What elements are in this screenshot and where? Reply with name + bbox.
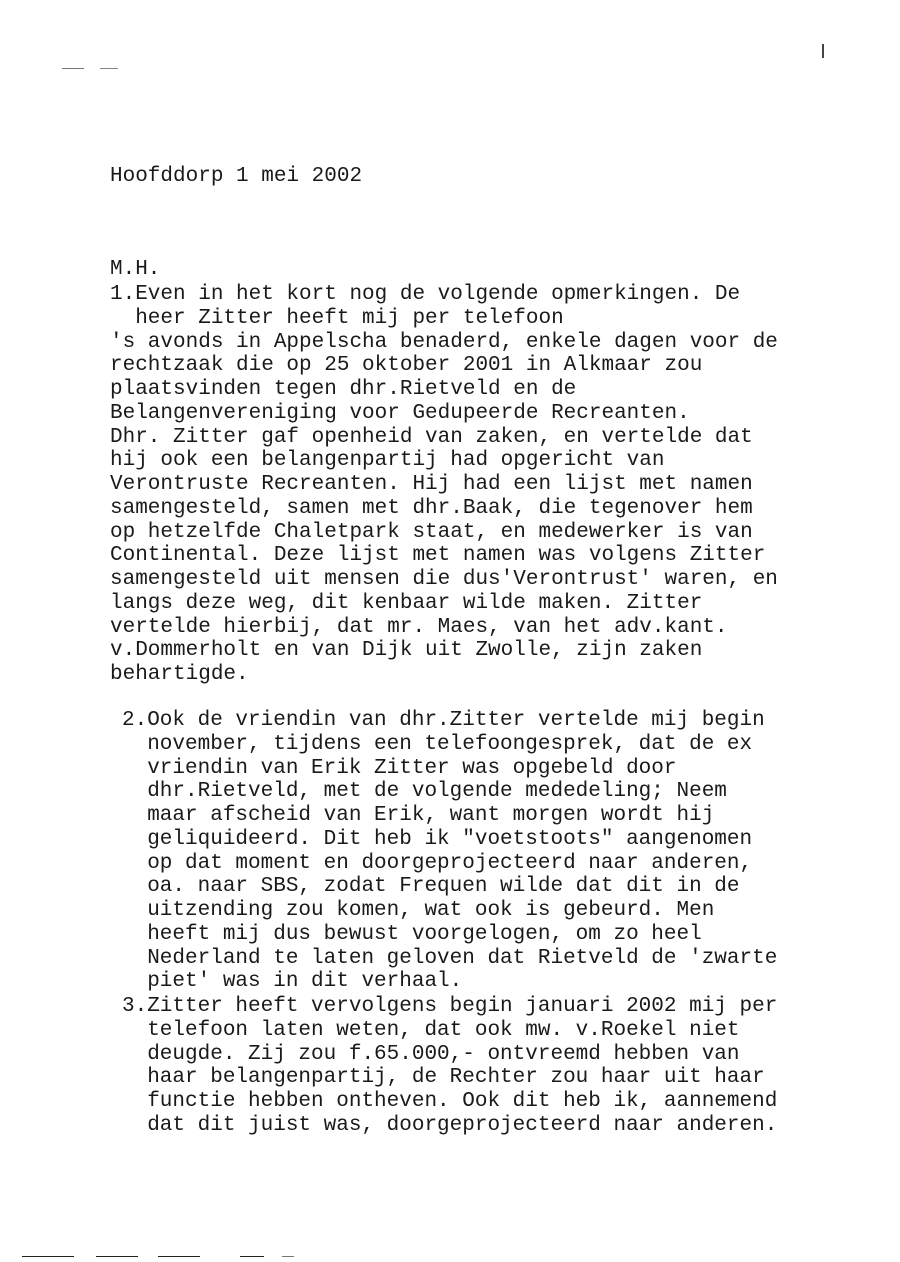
text-line: v.Dommerholt en van Dijk uit Zwolle, zijn zaken: [110, 639, 703, 663]
text-line: behartigde.: [110, 663, 249, 686]
footer-rule: [158, 1256, 200, 1257]
text-line: geliquideerd. Dit heb ik "voetstoots" aangenomen: [122, 827, 753, 851]
text-line: vriendin van Erik Zitter was opgebeld door: [122, 756, 677, 780]
text-line: telefoon laten weten, dat ook mw. v.Roekel niet: [122, 1018, 740, 1042]
footer-rule: [22, 1256, 74, 1257]
text-line: Belangenvereniging voor Gedupeerde Recreanten.: [110, 401, 690, 425]
text-line: Continental. Deze lijst met namen was volgens Zitter: [110, 544, 766, 568]
text-line: piet' was in dit verhaal.: [122, 970, 463, 994]
text-line: uitzending zou komen, wat ook is gebeurd. Men: [122, 899, 715, 922]
text-line: functie hebben ontheven. Ook dit heb ik, aannemend: [122, 1090, 778, 1113]
text-line: samengesteld uit mensen die dus'Verontrust' waren, en: [110, 568, 778, 591]
text-line: haar belangenpartij, de Rechter zou haar uit haar: [122, 1066, 765, 1090]
text-line: op hetzelfde Chaletpark staat, en medewerker is van: [110, 520, 753, 544]
text-line: 1.Even in het kort nog de volgende opmerkingen. De: [110, 283, 741, 306]
text-line: Nederland te laten geloven dat Rietveld de 'zwarte: [122, 946, 778, 970]
text-line: dhr.Rietveld, met de volgende mededeling; Neem: [122, 780, 727, 804]
text-line: november, tijdens een telefoongesprek, dat de ex: [122, 732, 753, 756]
text-line: heeft mij dus bewust voorgelogen, om zo heel: [122, 922, 702, 946]
text-line: Dhr. Zitter gaf openheid van zaken, en vertelde dat: [110, 425, 753, 449]
place-date: Hoofddorp 1 mei 2002: [110, 165, 363, 188]
scan-speck-top-left-2: [100, 68, 118, 69]
text-line: samengesteld, samen met dhr.Baak, die tegenover hem: [110, 496, 753, 520]
footer-rule: [96, 1256, 138, 1257]
text-line: langs deze weg, dit kenbaar wilde maken. Zitter: [110, 591, 703, 615]
footer-rule: [282, 1256, 294, 1257]
scan-speck-top-right: [822, 44, 824, 58]
scan-speck-top-left: [62, 68, 84, 69]
text-line: deugde. Zij zou f.65.000,- ontvreemd hebben van: [122, 1042, 740, 1066]
text-line: 's avonds in Appelscha benaderd, enkele dagen voor de: [110, 330, 778, 354]
text-line: maar afscheid van Erik, want morgen wordt hij: [122, 804, 715, 827]
text-line: hij ook een belangenpartij had opgericht van: [110, 449, 665, 473]
text-line: dat dit juist was, doorgeprojecteerd naar anderen.: [122, 1113, 778, 1137]
text-line: vertelde hierbij, dat mr. Maes, van het adv.kant.: [110, 615, 728, 639]
text-line: plaatsvinden tegen dhr.Rietveld en de: [110, 378, 577, 401]
paragraph-3: [122, 995, 777, 1138]
text-line: Verontruste Recreanten. Hij had een lijst met namen: [110, 473, 753, 496]
text-line: oa. naar SBS, zodat Frequen wilde dat dit in de: [122, 875, 740, 899]
text-line: 2.Ook de vriendin van dhr.Zitter vertelde mij begin: [122, 709, 765, 732]
text-line: op dat moment en doorgeprojecteerd naar anderen,: [122, 851, 753, 875]
text-line: rechtzaak die op 25 oktober 2001 in Alkmaar zou: [110, 354, 703, 378]
text-line: 3.Zitter heeft vervolgens begin januari 2002 mij per: [122, 995, 778, 1018]
paragraph-2: [122, 709, 777, 994]
text-line: heer Zitter heeft mij per telefoon: [110, 306, 564, 330]
paragraph-1: [110, 283, 778, 687]
footer-rule: [240, 1256, 264, 1257]
salutation: M.H.: [110, 258, 161, 281]
